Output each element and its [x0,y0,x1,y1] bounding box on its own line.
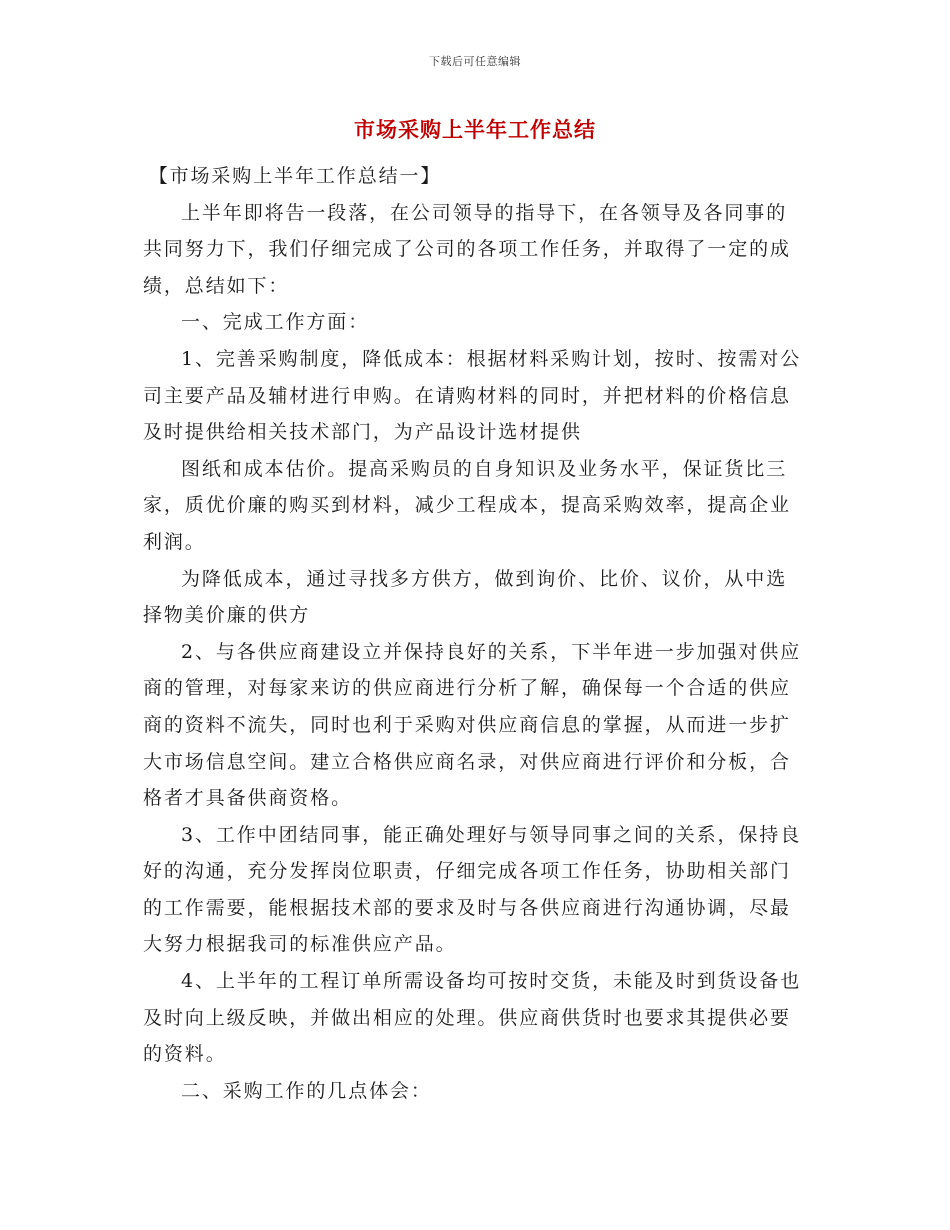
document-title: 市场采购上半年工作总结 [354,117,596,142]
paragraph: 二、采购工作的几点体会： [181,1079,432,1102]
paragraph: 一、完成工作方面： [181,311,370,334]
paragraph: 1、完善采购制度，降低成本：根据材料采购计划，按时、按需对公司主要产品及辅材进行申购。在请购材料的同时，并把材料的价格信息及时提供给相关技术部门，为产品设计选材提供 [143,347,802,444]
document-body [143,158,807,1109]
section-heading: 【市场采购上半年工作总结一】 [148,165,442,187]
paragraph: 图纸和成本估价。提高采购员的自身知识及业务水平，保证货比三家，质优价廉的购买到材料，减少工程成本，提高采购效率，提高企业利润。 [143,457,791,553]
page-header-note: 下载后可任意编辑 [429,55,521,68]
paragraph: 为降低成本，通过寻找多方供方，做到询价、比价、议价，从中选择物美价廉的供方 [143,567,788,627]
paragraph: 2、与各供应商建设立并保持良好的关系，下半年进一步加强对供应商的管理，对每家来访的供应商进行分析了解，确保每一个合适的供应商的资料不流失，同时也利于采购对供应商信息的掌握，从而进一步扩大市场信息空间。建立合格供应商名录，对供应商进行评价和分板，合格者才具备供商资格。 [143,640,802,810]
paragraph: 上半年即将告一段落，在公司领导的指导下，在各领导及各同事的共同努力下，我们仔细完成了公司的各项工作任务，并取得了一定的成绩，总结如下： [143,201,791,297]
paragraph: 4、上半年的工程订单所需设备均可按时交货，未能及时到货设备也及时向上级反映，并做出相应的处理。供应商供货时也要求其提供必要的资料。 [143,970,802,1066]
paragraph: 3、工作中团结同事，能正确处理好与领导同事之间的关系，保持良好的沟通，充分发挥岗位职责，仔细完成各项工作任务，协助相关部门的工作需要，能根据技术部的要求及时与各供应商进行沟通协调，尽最大努力根据我司的标准供应产品。 [143,823,802,956]
